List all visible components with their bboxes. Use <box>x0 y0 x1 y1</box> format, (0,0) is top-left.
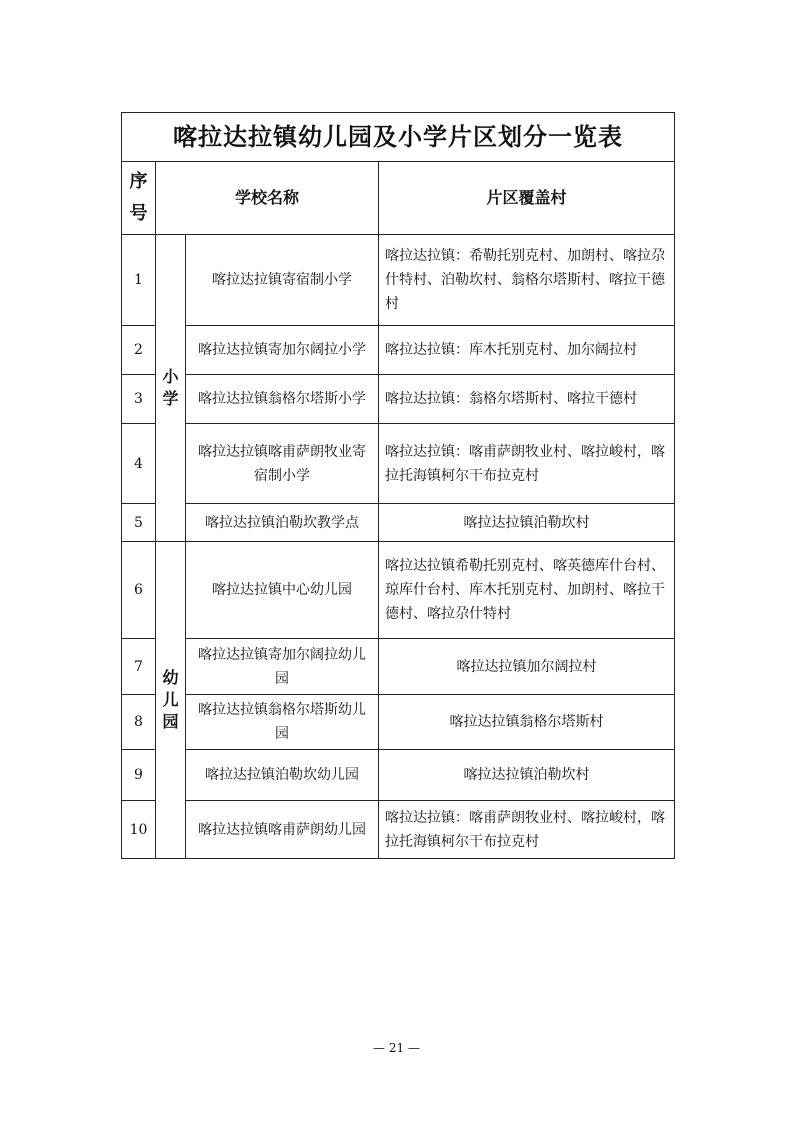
table-row <box>122 750 675 801</box>
row-number: 6 <box>122 542 156 639</box>
row-number: 4 <box>122 424 156 504</box>
coverage-villages: 喀拉达拉镇加尔阔拉村 <box>379 639 675 695</box>
school-district-table <box>121 112 675 859</box>
school-name: 喀拉达拉镇泊勒坎幼儿园 <box>186 750 379 801</box>
coverage-villages: 喀拉达拉镇：翁格尔塔斯村、喀拉干德村 <box>379 375 675 424</box>
school-name: 喀拉达拉镇寄宿制小学 <box>186 235 379 326</box>
table-row <box>122 235 675 326</box>
header-school-name: 学校名称 <box>156 162 379 235</box>
coverage-villages: 喀拉达拉镇泊勒坎村 <box>379 750 675 801</box>
row-number: 2 <box>122 326 156 375</box>
coverage-villages: 喀拉达拉镇：喀甫萨朗牧业村、喀拉峻村，喀拉托海镇柯尔干布拉克村 <box>379 801 675 859</box>
school-name: 喀拉达拉镇翁格尔塔斯小学 <box>186 375 379 424</box>
row-number: 7 <box>122 639 156 695</box>
row-number: 1 <box>122 235 156 326</box>
table-row <box>122 326 675 375</box>
table-row <box>122 801 675 859</box>
table-row <box>122 375 675 424</box>
table-row <box>122 504 675 542</box>
coverage-villages: 喀拉达拉镇泊勒坎村 <box>379 504 675 542</box>
row-number: 10 <box>122 801 156 859</box>
table-row <box>122 424 675 504</box>
school-name: 喀拉达拉镇泊勒坎教学点 <box>186 504 379 542</box>
header-coverage-villages: 片区覆盖村 <box>379 162 675 235</box>
row-number: 5 <box>122 504 156 542</box>
row-number: 9 <box>122 750 156 801</box>
table-row <box>122 695 675 750</box>
table-row <box>122 639 675 695</box>
row-number: 3 <box>122 375 156 424</box>
school-name: 喀拉达拉镇中心幼儿园 <box>186 542 379 639</box>
row-number: 8 <box>122 695 156 750</box>
school-name: 喀拉达拉镇寄加尔阔拉幼儿园 <box>186 639 379 695</box>
header-number: 序号 <box>122 162 156 235</box>
coverage-villages: 喀拉达拉镇翁格尔塔斯村 <box>379 695 675 750</box>
table-row <box>122 542 675 639</box>
school-name: 喀拉达拉镇寄加尔阔拉小学 <box>186 326 379 375</box>
page-number: — 21 — <box>373 1041 420 1055</box>
school-name: 喀拉达拉镇喀甫萨朗牧业寄宿制小学 <box>186 424 379 504</box>
school-name: 喀拉达拉镇翁格尔塔斯幼儿园 <box>186 695 379 750</box>
coverage-villages: 喀拉达拉镇：喀甫萨朗牧业村、喀拉峻村，喀拉托海镇柯尔干布拉克村 <box>379 424 675 504</box>
table-title: 喀拉达拉镇幼儿园及小学片区划分一览表 <box>122 113 675 162</box>
category-primary-school: 小学 <box>156 235 186 542</box>
coverage-villages: 喀拉达拉镇：库木托别克村、加尔阔拉村 <box>379 326 675 375</box>
title-row <box>122 113 675 162</box>
header-row <box>122 162 675 235</box>
coverage-villages: 喀拉达拉镇希勒托别克村、喀英德库什台村、琼库什台村、库木托别克村、加朗村、喀拉干德村、喀拉尕什特村 <box>379 542 675 639</box>
category-kindergarten: 幼儿园 <box>156 542 186 859</box>
coverage-villages: 喀拉达拉镇：希勒托别克村、加朗村、喀拉尕什特村、泊勒坎村、翁格尔塔斯村、喀拉干德村 <box>379 235 675 326</box>
school-name: 喀拉达拉镇喀甫萨朗幼儿园 <box>186 801 379 859</box>
